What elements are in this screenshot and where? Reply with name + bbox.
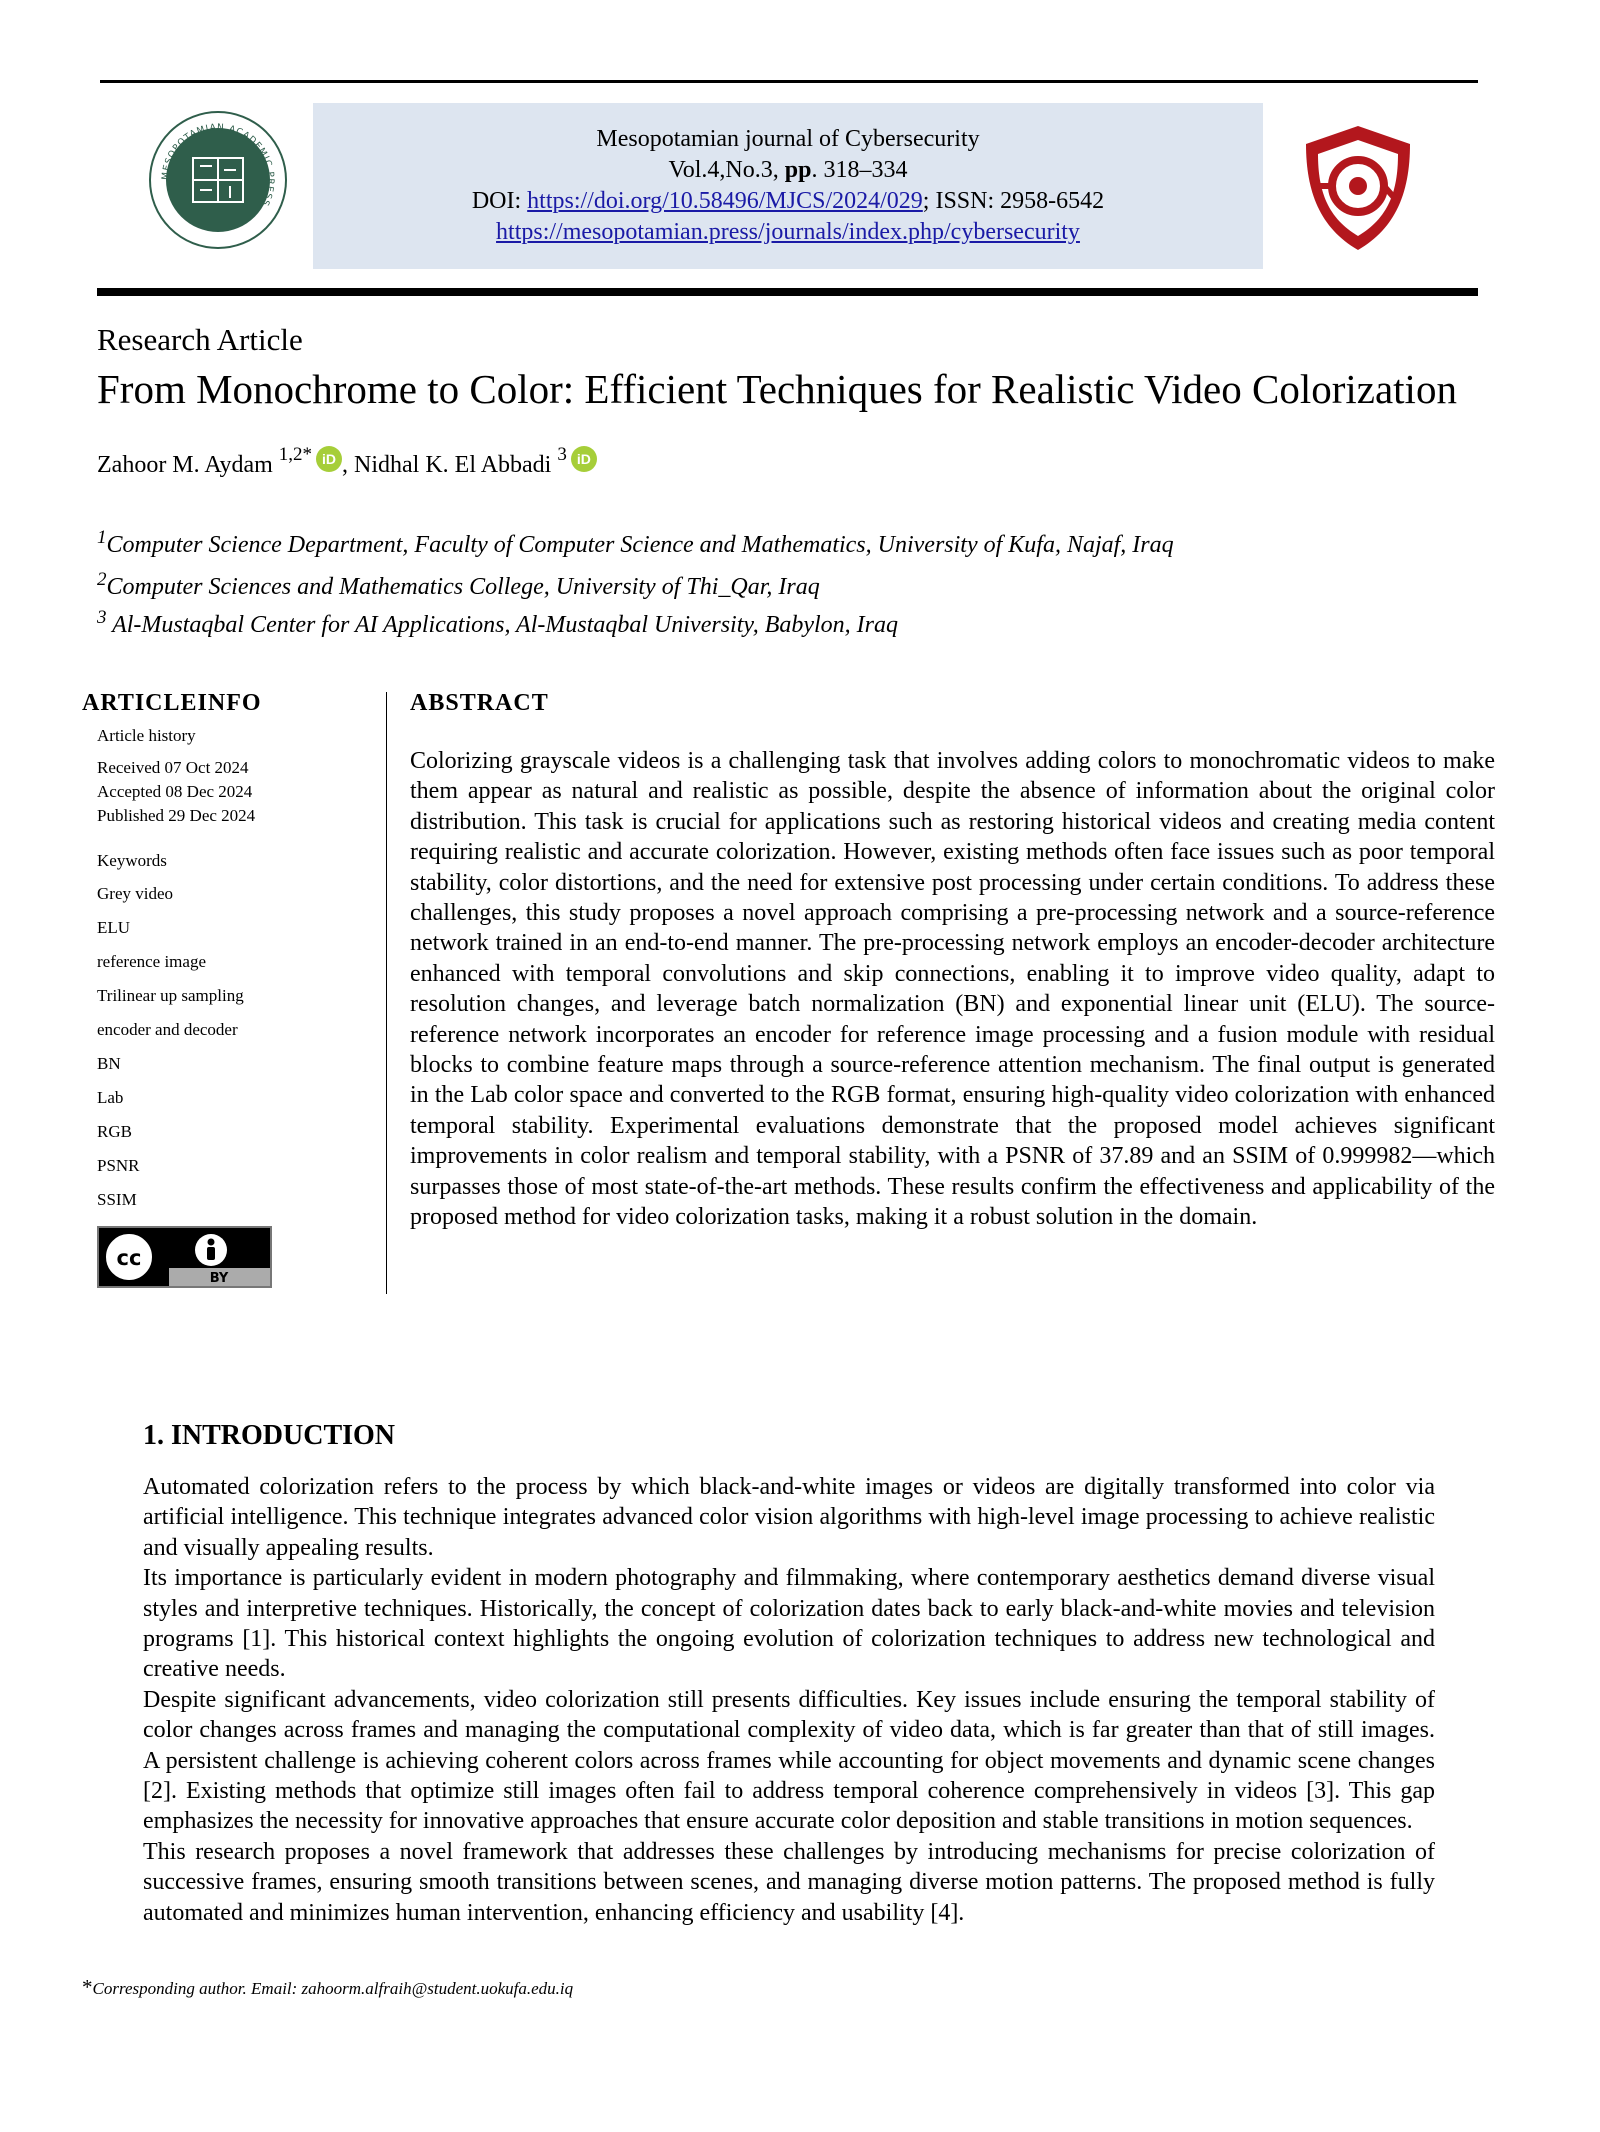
svg-text:MESOPOTAMIAN ACADEMIC PRESS: MESOPOTAMIAN ACADEMIC PRESS — [160, 122, 276, 208]
article-history-label: Article history — [97, 726, 196, 745]
published-date: Published 29 Dec 2024 — [97, 806, 256, 825]
column-divider — [386, 692, 387, 1294]
journal-shield-logo — [1296, 122, 1420, 254]
keyword: ELU — [97, 918, 131, 937]
keyword: SSIM — [97, 1190, 137, 1209]
header-thick-rule — [97, 288, 1478, 296]
keyword: PSNR — [97, 1156, 140, 1175]
author-affiliation-sup: 1,2* — [278, 444, 313, 465]
article-info-heading: ARTICLEINFO — [82, 690, 262, 716]
cc-by-license-badge[interactable] — [97, 1226, 272, 1288]
keyword: RGB — [97, 1122, 132, 1141]
paragraph: Automated colorization refers to the process by which black-and-white images or videos are digitally transformed into color via artificial intelligence. This technique integrates advanced color vision algorithms with high-level image processing to achieve realistic and visually appealing results. — [143, 1474, 1435, 1561]
article-type: Research Article — [97, 322, 303, 357]
author-list — [97, 444, 597, 479]
journal-doi-line: DOI: https://doi.org/10.58496/MJCS/2024/029; ISSN: 2958-6542 — [471, 188, 1105, 214]
section-heading: 1. INTRODUCTION — [143, 1420, 396, 1451]
keyword: reference image — [97, 952, 206, 971]
accepted-date: Accepted 08 Dec 2024 — [97, 782, 253, 801]
paragraph: This research proposes a novel framework that addresses these challenges by introducing mechanisms for precise colorization of successive frames, ensuring smooth transitions between scenes, and managing diverse motion patterns. The proposed method is fully automated and minimizes human intervention, enhancing efficiency and usability [4]. — [143, 1838, 1435, 1926]
author-name: Zahoor M. Aydam — [97, 452, 273, 478]
paragraph: Its importance is particularly evident in modern photography and filmmaking, where contemporary aesthetics demand diverse visual styles and interpretive techniques. Historically, the concept of colorization dates back to early black-and-white movies and television programs [1]. This historical context highlights the ongoing evolution of colorization techniques to address new technological and creative needs. — [143, 1565, 1435, 1683]
corresponding-author-footnote: *Corresponding author. Email: zahoorm.alfraih@student.uokufa.edu.iq — [82, 1975, 574, 1999]
journal-name: Mesopotamian journal of Cybersecurity — [596, 126, 980, 152]
author-name: , Nidhal K. El Abbadi — [342, 452, 552, 478]
orcid-icon[interactable]: iD — [571, 446, 597, 472]
keyword: BN — [97, 1054, 121, 1073]
keyword: Grey video — [97, 884, 174, 903]
abstract-text: Colorizing grayscale videos is a challenging task that involves adding colors to monochromatic videos to make them appear as natural and realistic as possible, despite the absence of information about the original color distribution. This task is crucial for applications such as restoring historical videos and creating media content requiring realistic and accurate colorization. However, existing methods often face issues such as poor temporal stability, color distortions, and the need for extensive post processing under certain conditions. To address these challenges, this study proposes a novel approach comprising a pre-processing network and a source-reference network trained in an end-to-end manner. The pre-processing network employs an encoder-decoder architecture enhanced with temporal convolutions and skip connections, enabling it to improve video quality, adapt to resolution changes, and leverage batch normalization (BN) and exponential linear unit (ELU). The source-reference network incorporates an encoder for reference image processing and a fusion module with residual blocks to combine feature maps through a source-reference attention mechanism. The final output is generated in the Lab color space and converted to the RGB format, ensuring high-quality video colorization with enhanced temporal stability. Experimental evaluations demonstrate that the proposed model achieves significant improvements in color realism and temporal stability, with a PSNR of 37.89 and an SSIM of 0.999982—which surpasses those of most state-of-the-art methods. These results confirm the effectiveness and applicability of the proposed method for video colorization tasks, making it a robust solution in the domain. — [410, 748, 1495, 1231]
received-date: Received 07 Oct 2024 — [97, 758, 249, 777]
abstract-heading: ABSTRACT — [410, 690, 549, 716]
svg-text:cc: cc — [116, 1246, 142, 1270]
orcid-icon[interactable]: iD — [316, 446, 342, 472]
affiliation: $^2$Computer Sciences and Mathematics College, University of Thi_Qar, Iraq — [97, 569, 820, 600]
affiliation: $^1$Computer Science Department, Faculty of Computer Science and Mathematics, University of Kufa, Najaf, Iraq — [97, 527, 1174, 558]
journal-url-link[interactable]: https://mesopotamian.press/journals/index.php/cybersecurity — [496, 219, 1080, 245]
svg-text:BY: BY — [209, 1271, 229, 1286]
paper-title: From Monochrome to Color: Efficient Techniques for Realistic Video Colorization — [97, 366, 1457, 412]
author-affiliation-sup: 3 — [557, 444, 567, 465]
keyword: encoder and decoder — [97, 1020, 238, 1039]
affiliation: $^3$ Al-Mustaqbal Center for AI Applications, Al-Mustaqbal University, Babylon, Iraq — [97, 607, 899, 638]
keyword: Lab — [97, 1088, 124, 1107]
top-rule — [100, 80, 1478, 83]
journal-volume-line: Vol.4,No.3, pp. 318–334 — [668, 157, 908, 183]
paragraph: Despite significant advancements, video colorization still presents difficulties. Key issues include ensuring the temporal stability of color changes across frames and managing the computational complexity of video data, which is far greater than that of still images. A persistent challenge is achieving coherent colors across frames while accounting for object movements and dynamic scene changes [2]. Existing methods that optimize still images often fail to address temporal coherence comprehensively in videos [3]. This gap emphasizes the necessity for innovative approaches that ensure accurate color deposition and stable transitions in motion sequences. — [143, 1686, 1435, 1835]
introduction-body — [143, 1472, 1435, 1928]
publisher-logo — [148, 110, 288, 250]
journal-header-box — [313, 103, 1263, 269]
keywords-label: Keywords — [97, 851, 167, 870]
keyword: Trilinear up sampling — [97, 986, 244, 1005]
doi-link[interactable]: https://doi.org/10.58496/MJCS/2024/029 — [527, 188, 923, 214]
